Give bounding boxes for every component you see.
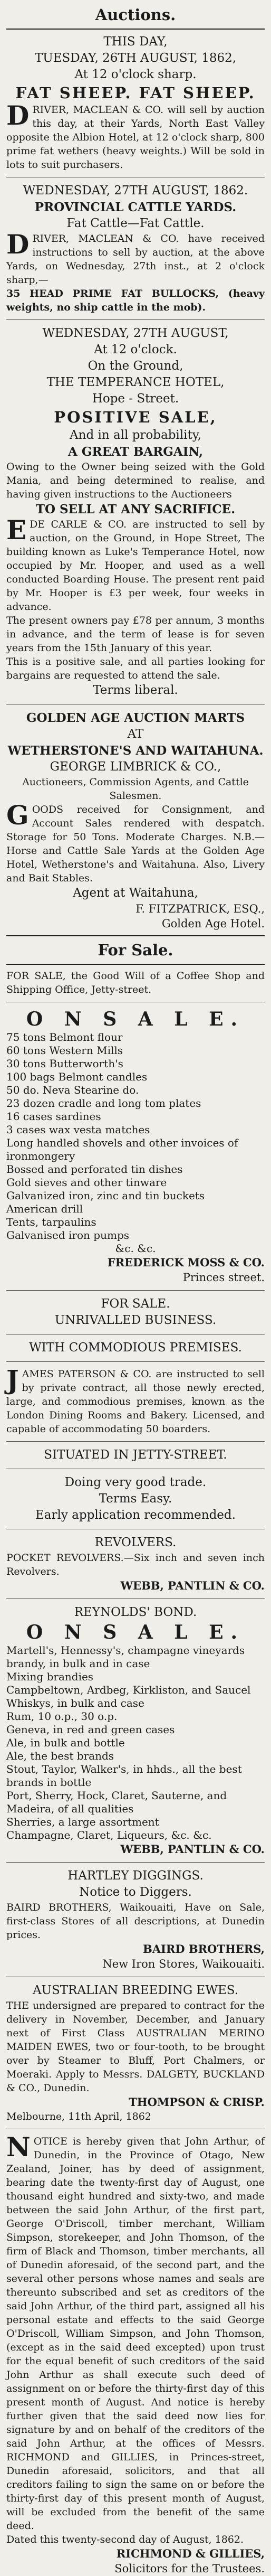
list-item: Galvanised iron pumps [6,1229,130,1242]
moss-ad [6,1008,265,1285]
revolvers-ad [6,1535,265,1593]
list-item: 75 tons Belmont flour [6,1031,123,1043]
ad-time: At 12 o'clock. [94,343,177,356]
ad-time: At 12 o'clock sharp. [74,68,197,81]
golden-age-ad [6,710,265,931]
list-item: 3 cases wax vesta matches [6,1123,150,1136]
list-item: Port, Sherry, Hock, Claret, Sauterne, and Madeira, of all qualities [6,1789,227,1815]
paterson-ad [6,1296,265,1524]
list-item: Sherries, a large assortment [6,1816,159,1828]
drop-cap: G [6,800,29,831]
notice-body: OTICE is hereby given that John Arthur, of Dunedin, in the Province of Otago, New Zealand, Joiner, has by deed of assignment, bearing date the twenty-first day of August, one thousand eight hundred and sixty-two, and made between the said John Arthur, of the first part, George O'Driscoll, timber merchant, William Simpson, storekeeper, and John Thomson, of the firm of Black and Thomson, timber merchants, all of Dunedin aforesaid, of the second part, and the several other persons whose names and seals are thereunto subscribed and set as creditors of the said John Arthur, of the third part, assigned all his personal estate and effects to the said George O'Driscoll, William Simpson, and John Thomson, (except as in the said deed excepted) upon trust for the equal benefit of such creditors of the said John Arthur as shall execute such deed of assignment on or before the thirty-first day of this present month of August. And notice is hereby further given that the said deed now lies for signature by and on behalf of the creditors of the said John Arthur, at the offices of Messrs. RICHMOND and GILLIES, in Princes-street, Dunedin aforesaid, solicitors, and that all creditors failing to sign the same on or before the thirty-first day of this present month of August, will be excluded from the benefit of the same deed. [6,2136,265,2532]
divider [6,1441,265,1442]
ad-body-3: This is a positive sale, and all parties looking for bargains are requested to attend the sale. [6,656,265,681]
divider [6,1361,265,1362]
on-sale-title: O N S A L E. [26,1621,245,1643]
list-item: 16 cases sardines [6,1110,101,1123]
ad-reason: Owing to the Owner being seized with the Gold Mania, and being determined to realise, and having given instructions to the Auctioneers [6,461,265,500]
hartley-diggings-ad [6,1868,265,1971]
ad-terms: Terms liberal. [93,683,178,697]
divider [6,29,265,30]
ad-sacrifice: TO SELL AT ANY SACRIFICE. [35,502,236,516]
ad-agent-place: Golden Age Hotel. [161,917,265,930]
ad-at: AT [127,727,144,741]
ad-title: AUSTRALIAN BREEDING EWES. [32,1983,239,1997]
list-item: Ale, the best brands [6,1750,114,1762]
ad-bargain: A GREAT BARGAIN, [67,445,204,459]
ad-location: SITUATED IN JETTY-STREET. [44,1448,227,1462]
ad-body: OODS received for Consignment, and Account Sales rendered with despatch. Storage for 50 Tons. Moderate Charges. N.B.—Horse and Cattle Sale Yards at the Golden Age Hotel, Wetherstone's and Waitahuna. Also, Livery and Bait Stables. [6,804,265,884]
ad-body: RIVER, MACLEAN & CO. will sell by auction this day, at their Yards, North East Valley opposite the Albion Hotel, at 12 o'clock sharp, 800 prime fat wethers (heavy weights.) Will be sold in lots to suit purchasers. [6,104,265,171]
ad-lot: 35 HEAD PRIME FAT BULLOCKS, (heavy weights, no ship cattle in the mob). [6,288,265,313]
list-item: Rum, 10 o.p., 30 o.p. [6,1710,118,1723]
list-item: Tents, tarpaulins [6,1216,96,1228]
for-sale-heading: For Sale. [98,941,173,959]
list-item: 30 tons Butterworth's [6,1057,123,1070]
list-item: Ale, in bulk and bottle [6,1736,125,1749]
list-item: Gold sieves and other tinware [6,1176,167,1189]
ad-title: GOLDEN AGE AUCTION MARTS [26,711,245,725]
newspaper-page [6,0,265,2576]
ad-date: WEDNESDAY, 27TH AUGUST, [42,326,229,340]
legal-notice [6,2131,265,2576]
ad-body: DE CARLE & CO. are instructed to sell by auction, on the Ground, in Hope Street, The building known as Luke's Temperance Hotel, now occupied by Mr. Hooper, and used as a well conducted Boarding House. The present rent paid by Mr. Hooper is £3 per week, four weeks in advance. [6,519,265,613]
ad-date: TUESDAY, 26TH AUGUST, 1862, [34,51,237,65]
list-item: Campbeltown, Ardbeg, Kirkliston, and Saucel Whiskys, in bulk and case [6,1684,251,1709]
ad-body-2: The present owners pay £78 per annum, 3 months in advance, and the term of lease is for seven years from the 15th January of this year. [6,615,265,654]
list-item: Champagne, Claret, Liqueurs, &c. &c. [6,1829,212,1841]
list-item: 100 bags Belmont candles [6,1070,148,1083]
ad-firm-desc: Auctioneers, Commission Agents, and Cattle Salesmen. [22,776,249,802]
list-item: Geneva, in red and green cases [6,1723,175,1736]
ad-signature: WEBB, PANTLIN & CO. [120,1579,265,1592]
notice-signature: RICHMOND & GILLIES, [116,2547,265,2560]
fat-sheep-ad [6,34,265,172]
drop-cap: E [6,514,27,546]
ad-subtitle: UNRIVALLED BUSINESS. [54,1313,217,1327]
ad-text: And in all probability, [70,428,201,442]
ad-body: BAIRD BROTHERS, Waikouaiti, Have on Sale, first-class Stores of all descriptions, at Dunedin prices. [6,1902,265,1941]
ad-street: Hope - Street. [92,392,179,406]
ad-place: On the Ground, [88,359,183,373]
ad-date: WEDNESDAY, 27TH AUGUST, 1862. [23,184,248,198]
ad-address: Princes street. [182,1271,265,1284]
notice-dated: Dated this twenty-second day of August, 1862. [6,2534,244,2545]
list-item: 23 dozen cradle and long tom plates [6,1097,201,1110]
ad-subtitle: WITH COMMODIOUS PREMISES. [29,1341,242,1355]
ad-title: THE TEMPERANCE HOTEL, [46,375,225,389]
ad-title: PROVINCIAL CATTLE YARDS. [34,200,237,214]
good-will-ad: FOR SALE, the Good Will of a Coffee Shop and Shipping Office, Jetty-street. [6,970,265,995]
divider [6,1290,265,1291]
ad-agent-name: F. FITZPATRICK, ESQ., [136,902,265,915]
ad-address: New Iron Stores, Waikouaiti. [102,1958,265,1970]
list-item: Stout, Taylor, Walker's, in hhds., all the best brands in bottle [6,1763,242,1789]
ad-text: Doing very good trade. [64,1475,207,1489]
cattle-yards-ad [6,183,265,314]
divider [6,319,265,320]
item-list [6,1031,265,1255]
ad-title: FOR SALE. [101,1297,170,1311]
drop-cap: D [6,229,30,260]
list-item: Bossed and perforated tin dishes [6,1163,183,1176]
list-item: American drill [6,1202,83,1215]
ad-body: AMES PATERSON & CO. are instructed to sell by private contract, all those newly erected, large, and commodious premises, known as the London Dining Rooms and Bakery. Licensed, and capable of accommodating 50 boarders. [6,1368,265,1435]
list-item: Martell's, Hennessy's, champagne vineyards brandy, in bulk and in case [6,1644,245,1670]
ad-body: POCKET REVOLVERS.—Six inch and seven inch Revolvers. [6,1552,265,1577]
on-sale-title: O N S A L E. [26,1008,245,1030]
list-item: &c. &c. [115,1242,156,1255]
ad-title: HARTLEY DIGGINGS. [67,1869,204,1883]
ad-agent: Agent at Waitahuna, [73,886,198,900]
ad-title: FAT SHEEP. FAT SHEEP. [15,84,256,102]
drop-cap: J [6,1364,19,1395]
list-item: 50 do. Neva Stearine do. [6,1084,139,1096]
positive-sale: POSITIVE SALE, [54,408,217,426]
ad-title: REYNOLDS' BOND. [74,1605,197,1619]
ad-text: Early application recommended. [35,1508,236,1522]
ad-signature: FREDERICK MOSS & CO. [107,1256,265,1269]
list-item: 60 tons Western Mills [6,1044,123,1057]
item-list [6,1644,265,1842]
temperance-hotel-ad [6,325,265,699]
ad-signature: THOMPSON & CRISP. [129,2095,265,2109]
list-item: Mixing brandies [6,1670,94,1683]
drop-cap: N [6,2131,31,2163]
ad-body: THE undersigned are prepared to contract for the delivery in November, December, and January next of First Class AUSTRALIAN MERINO MAIDEN EWES, two or four-tooth, to be brought over by Steamer to Bluff, Port Chalmers, or Moeraki. Apply to Messrs. DALGETY, BUCKLAND & CO., Dunedin. [6,2000,265,2094]
ad-date: Melbourne, 11th April, 1862 [6,2111,151,2122]
ad-subtitle: Notice to Diggers. [79,1885,192,1899]
ad-signature: WEBB, PANTLIN & CO. [120,1842,265,1856]
auctions-heading: Auctions. [95,6,176,24]
ad-text: Terms Easy. [99,1492,172,1506]
ad-subtitle: Fat Cattle—Fat Cattle. [66,217,205,230]
divider [6,964,265,965]
ad-body: RIVER, MACLEAN & CO. have received instructions to sell by auction, at the above Yards, on Wednesday, 27th inst., at 2 o'clock sharp,— [6,233,265,286]
ad-title: REVOLVERS. [94,1536,177,1549]
ad-firm: GEORGE LIMBRICK & CO., [50,760,221,774]
reynolds-bond-ad [6,1604,265,1857]
breeding-ewes-ad [6,1982,265,2123]
divider [6,1862,265,1863]
notice-signature-title: Solicitors for the Trustees. [114,2562,265,2575]
ad-place: WETHERSTONE'S AND WAITAHUNA. [7,744,264,758]
list-item: Long handled shovels and other invoices of ironmongery [6,1136,238,1162]
drop-cap: D [6,100,30,131]
list-item: Galvanized iron, zinc and tin buckets [6,1189,205,1202]
ad-day: THIS DAY, [103,35,168,49]
divider [6,935,265,936]
ad-signature: BAIRD BROTHERS, [143,1942,265,1955]
